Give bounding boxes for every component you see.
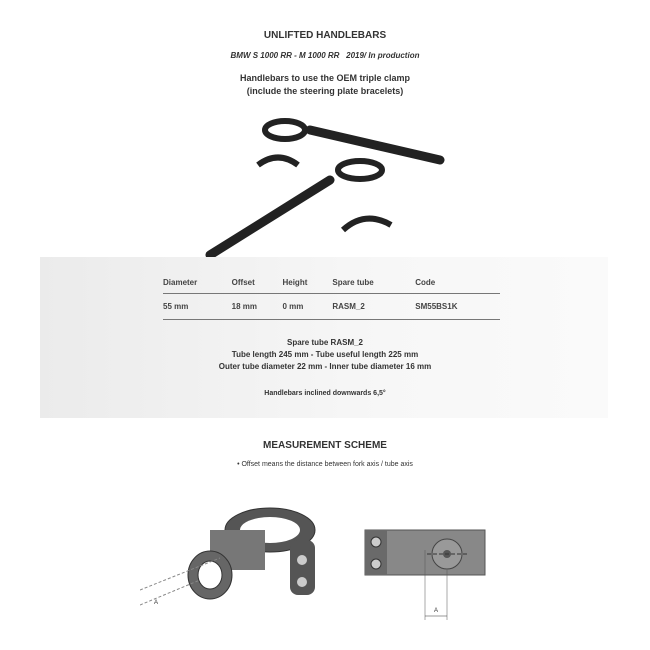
cell-height: 0 mm — [282, 294, 332, 320]
cell-code: SM55BS1K — [415, 294, 500, 320]
header-diameter: Diameter — [163, 278, 232, 294]
spec-table — [163, 278, 500, 320]
handlebars-image — [200, 110, 460, 270]
spare-line-2: Tube length 245 mm - Tube useful length 225 mm — [231, 350, 419, 359]
measurement-diagram — [140, 490, 520, 630]
dim-label-a-2: A — [434, 608, 439, 614]
cell-spare-tube: RASM_2 — [332, 294, 415, 320]
header-offset: Offset — [232, 278, 283, 294]
model: BMW S 1000 RR - M 1000 RR — [230, 51, 340, 60]
model-subtitle — [0, 51, 650, 60]
cell-offset: 18 mm — [232, 294, 283, 320]
cell-diameter: 55 mm — [163, 294, 232, 320]
spare-line-3: Outer tube diameter 22 mm - Inner tube diameter 16 mm — [218, 362, 432, 371]
dim-label-a: A — [154, 600, 159, 606]
header-code: Code — [415, 278, 500, 294]
year: 2019/ In production — [346, 51, 420, 60]
spare-line-1: Spare tube RASM_2 — [286, 338, 364, 347]
scheme-title: MEASUREMENT SCHEME — [263, 440, 387, 451]
inclination-note: Handlebars inclined downwards 6,5° — [264, 390, 386, 397]
header-height: Height — [282, 278, 332, 294]
description-1: Handlebars to use the OEM triple clamp — [239, 73, 411, 83]
scheme-note: • Offset means the distance between fork axis / tube axis — [237, 461, 413, 468]
page-title: UNLIFTED HANDLEBARS — [263, 30, 387, 41]
header-spare-tube: Spare tube — [332, 278, 415, 294]
description-2: (include the steering plate bracelets) — [246, 86, 404, 96]
